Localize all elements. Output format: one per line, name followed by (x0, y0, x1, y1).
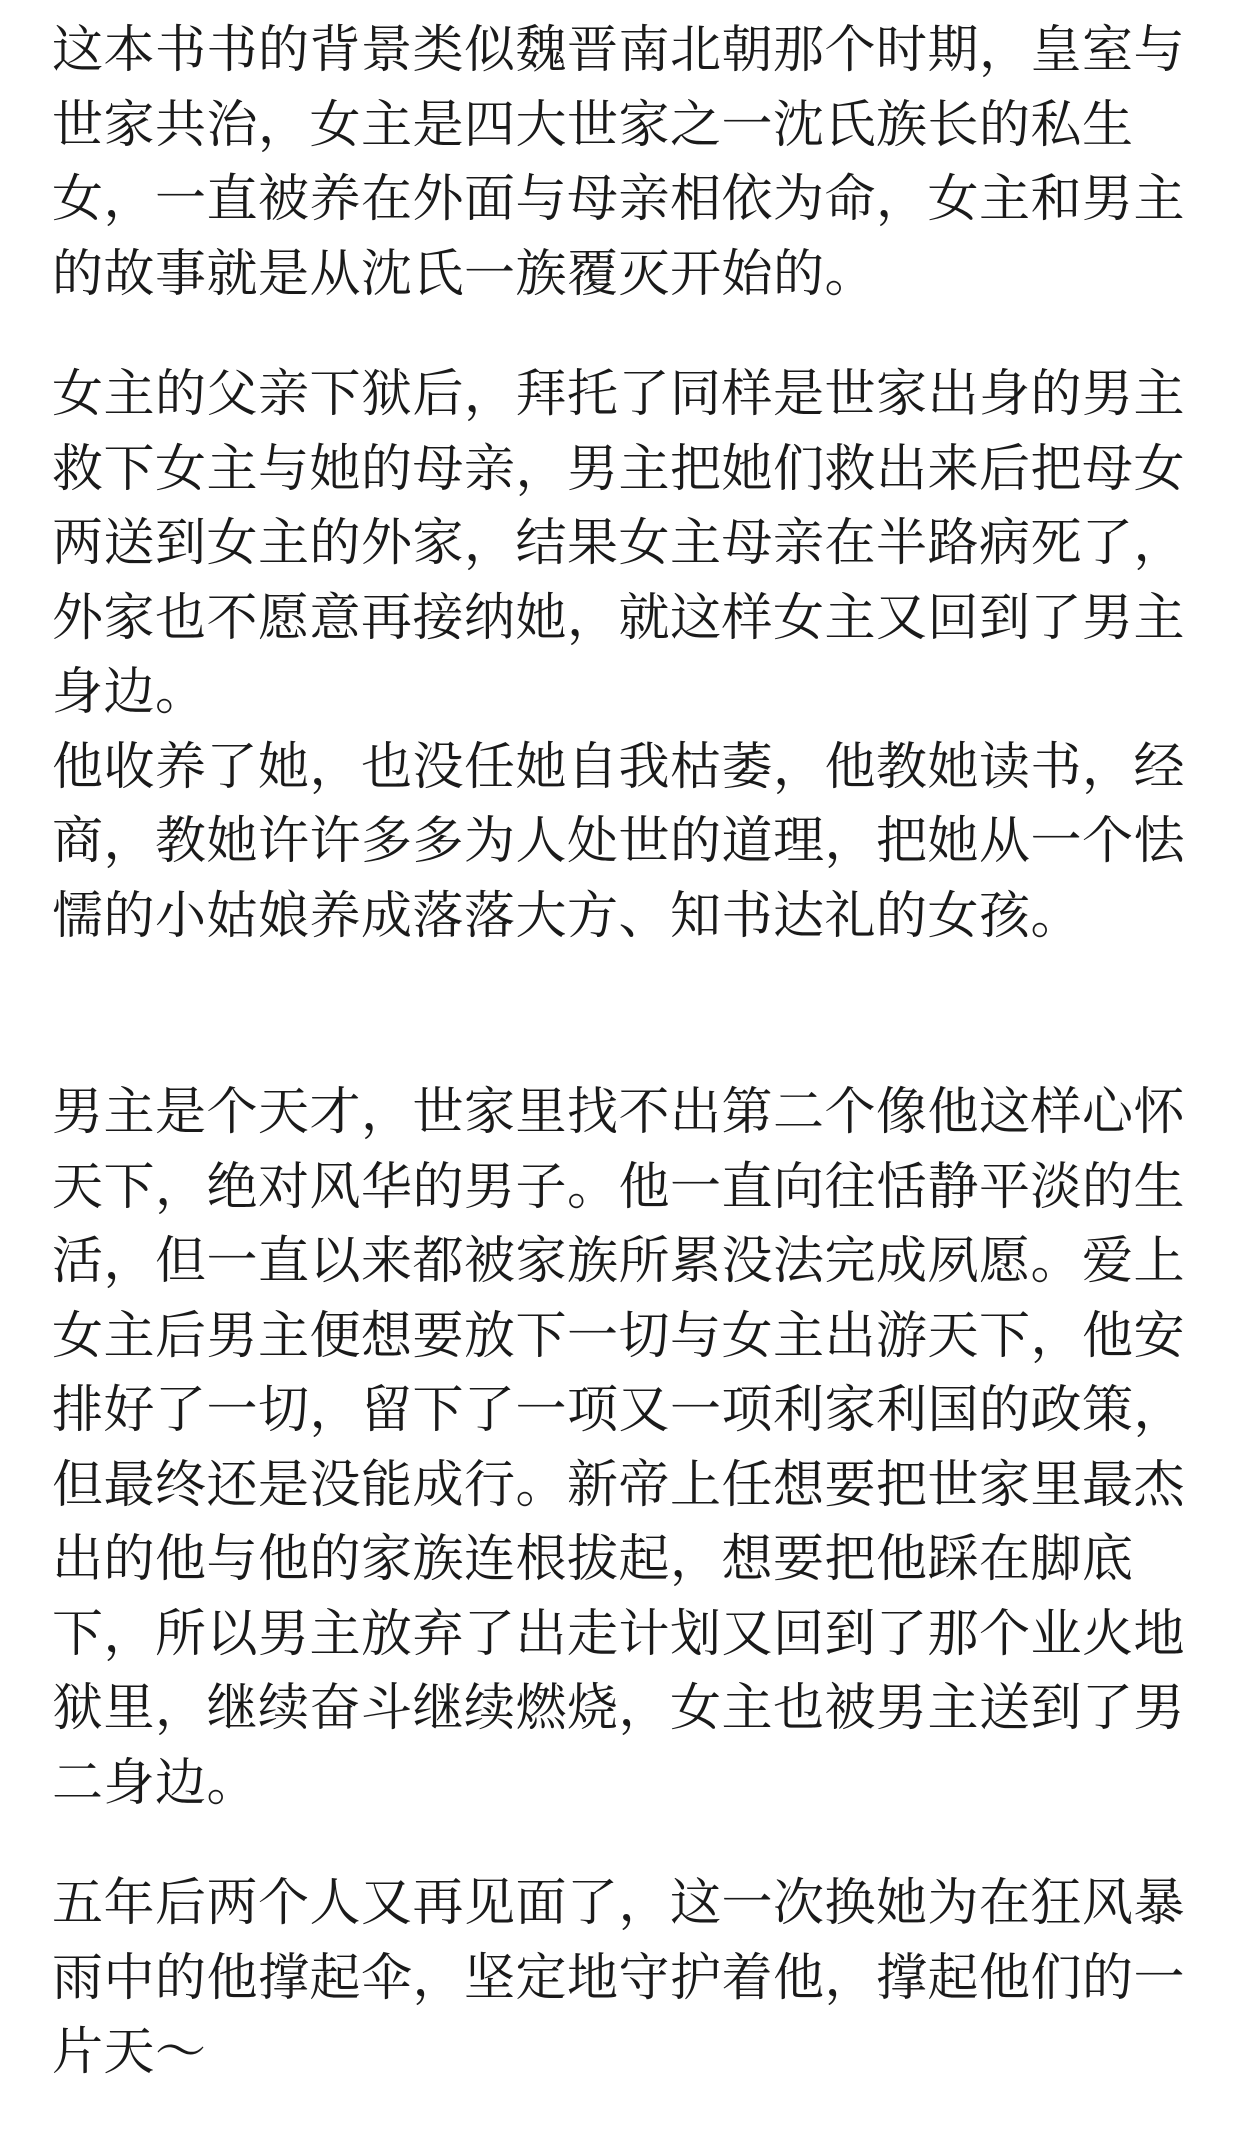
paragraph-rescue: 女主的父亲下狱后，拜托了同样是世家出身的男主救下女主与她的母亲，男主把她们救出来后把母女两送到女主的外家，结果女主母亲在半路病死了，外家也不愿意再接纳她，就这样女主又回到了男主身边。 他收养了她，也没任她自我枯萎，他教她读书，经商，教她许许多多为人处世的道理，把她从一个怯懦的小姑娘养成落落大方、知书达礼的女孩。 (52, 365, 1186, 946)
paragraph-background: 这本书书的背景类似魏晋南北朝那个时期，皇室与世家共治，女主是四大世家之一沈氏族长的私生女，一直被养在外面与母亲相依为命，女主和男主的故事就是从沈氏一族覆灭开始的。 (52, 21, 1186, 304)
paragraph-reunion: 五年后两个人又再见面了，这一次换她为在狂风暴雨中的他撑起伞，坚定地守护着他，撑起他们的一片天～ (52, 1874, 1186, 2082)
paragraph-male-lead: 男主是个天才，世家里找不出第二个像他这样心怀天下，绝对风华的男子。他一直向往恬静平淡的生活，但一直以来都被家族所累没法完成夙愿。爱上女主后男主便想要放下一切与女主出游天下，他安排好了一切，留下了一项又一项利家利国的政策，但最终还是没能成行。新帝上任想要把世家里最杰出的他与他的家族连根拔起，想要把他踩在脚底下，所以男主放弃了出走计划又回到了那个业火地狱里，继续奋斗继续燃烧，女主也被男主送到了男二身边。 (52, 1083, 1186, 1813)
